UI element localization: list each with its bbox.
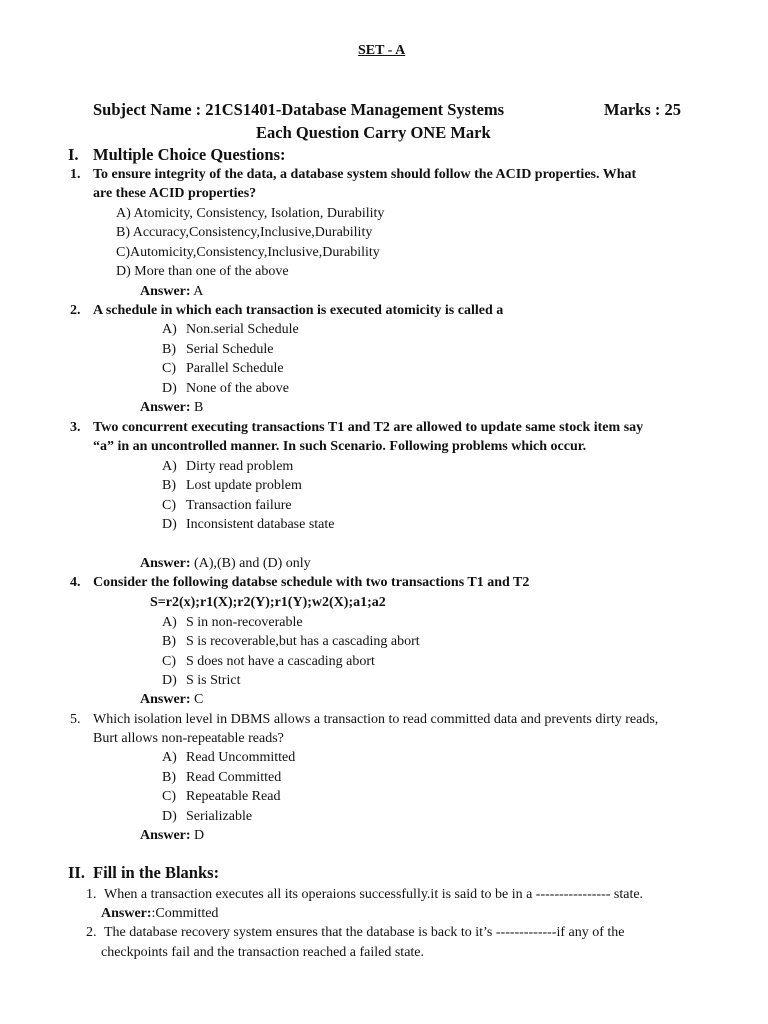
- answer-value: A: [190, 284, 204, 299]
- option-letter: A): [162, 750, 177, 765]
- answer-value: C: [190, 692, 204, 707]
- option-letter: B): [162, 770, 176, 785]
- option-letter: D): [162, 809, 177, 824]
- option-item: B) Accuracy,Consistency,Inclusive,Durability: [116, 225, 373, 240]
- marks-label: Marks : 25: [604, 100, 681, 119]
- question-text: checkpoints fail and the transaction reached a failed state.: [101, 945, 425, 960]
- question-number: 1.: [86, 887, 97, 902]
- section-1-numeral: I.: [68, 145, 79, 164]
- option-letter: D): [162, 517, 177, 532]
- option-text: Non.serial Schedule: [186, 322, 299, 337]
- answer-value: B: [190, 400, 204, 415]
- answer-value: (A),(B) and (D) only: [190, 556, 311, 571]
- option-letter: D): [162, 673, 177, 688]
- answer-line: [140, 283, 203, 301]
- option-text: Read Uncommitted: [186, 750, 296, 765]
- question-text: A schedule in which each transaction is executed atomicity is called a: [93, 303, 504, 318]
- option-letter: C): [162, 789, 176, 804]
- question-text: Consider the following databse schedule with two transactions T1 and T2: [93, 575, 530, 590]
- option-letter: B): [162, 342, 176, 357]
- section-1-title: Multiple Choice Questions:: [93, 145, 286, 164]
- option-text: None of the above: [186, 381, 290, 396]
- answer-line: [140, 691, 203, 709]
- question-number: 5.: [70, 712, 81, 727]
- set-label: SET - A: [358, 43, 406, 58]
- option-letter: B): [162, 478, 176, 493]
- answer-label: Answer:: [140, 828, 191, 843]
- answer-label: Answer:: [140, 692, 191, 707]
- question-number: 2.: [70, 303, 81, 318]
- section-2-numeral: II.: [68, 863, 85, 882]
- option-text: S in non-recoverable: [186, 615, 303, 630]
- answer-label: Answer:: [140, 284, 191, 299]
- option-text: Serializable: [186, 809, 253, 824]
- option-text: Lost update problem: [186, 478, 302, 493]
- question-number: 2.: [86, 925, 97, 940]
- option-text: Transaction failure: [186, 498, 292, 513]
- option-letter: B): [162, 634, 176, 649]
- option-letter: A): [162, 322, 177, 337]
- option-letter: C): [162, 498, 176, 513]
- option-letter: A): [162, 615, 177, 630]
- option-text: Repeatable Read: [186, 789, 281, 804]
- question-text: Two concurrent executing transactions T1 and T2 are allowed to update same stock item say: [93, 420, 644, 435]
- schedule-expression: S=r2(x);r1(X);r2(Y);r1(Y);w2(X);a1;a2: [150, 595, 386, 610]
- option-text: Read Committed: [186, 770, 282, 785]
- question-number: 3.: [70, 420, 81, 435]
- answer-value: D: [190, 828, 205, 843]
- question-number: 1.: [70, 167, 81, 182]
- option-item: D) More than one of the above: [116, 264, 289, 279]
- subject-name: Subject Name : 21CS1401-Database Management Systems: [93, 100, 505, 119]
- option-text: Parallel Schedule: [186, 361, 284, 376]
- option-text: S is recoverable,but has a cascading abort: [186, 634, 420, 649]
- question-text: are these ACID properties?: [93, 186, 257, 201]
- answer-label: Answer:: [101, 906, 152, 921]
- option-letter: C): [162, 654, 176, 669]
- answer-line: [140, 399, 203, 417]
- option-item: A) Atomicity, Consistency, Isolation, Durability: [116, 206, 385, 221]
- question-number: 4.: [70, 575, 81, 590]
- answer-line: [140, 555, 311, 573]
- question-text: When a transaction executes all its operaions successfully.it is said to be in a ---------------- state.: [104, 887, 644, 902]
- question-text: To ensure integrity of the data, a database system should follow the ACID properties. What: [93, 167, 637, 182]
- option-letter: D): [162, 381, 177, 396]
- option-item: C)Automicity,Consistency,Inclusive,Durability: [116, 245, 380, 260]
- question-text: Which isolation level in DBMS allows a transaction to read committed data and prevents dirty reads,: [93, 712, 659, 727]
- answer-label: Answer:: [140, 556, 191, 571]
- answer-label: Answer:: [140, 400, 191, 415]
- section-2-title: Fill in the Blanks:: [93, 863, 220, 882]
- answer-line: [140, 827, 204, 845]
- option-letter: C): [162, 361, 176, 376]
- question-text: “a” in an uncontrolled manner. In such Scenario. Following problems which occur.: [93, 439, 587, 454]
- option-text: S does not have a cascading abort: [186, 654, 375, 669]
- option-text: Inconsistent database state: [186, 517, 335, 532]
- marks-note: Each Question Carry ONE Mark: [256, 123, 491, 142]
- option-text: S is Strict: [186, 673, 241, 688]
- answer-value: :Committed: [151, 906, 219, 921]
- answer-line: [101, 905, 218, 923]
- question-text: Burt allows non-repeatable reads?: [93, 731, 284, 746]
- option-text: Serial Schedule: [186, 342, 274, 357]
- option-text: Dirty read problem: [186, 459, 294, 474]
- question-text: The database recovery system ensures that the database is back to it’s -------------if any of the: [104, 925, 625, 940]
- option-letter: A): [162, 459, 177, 474]
